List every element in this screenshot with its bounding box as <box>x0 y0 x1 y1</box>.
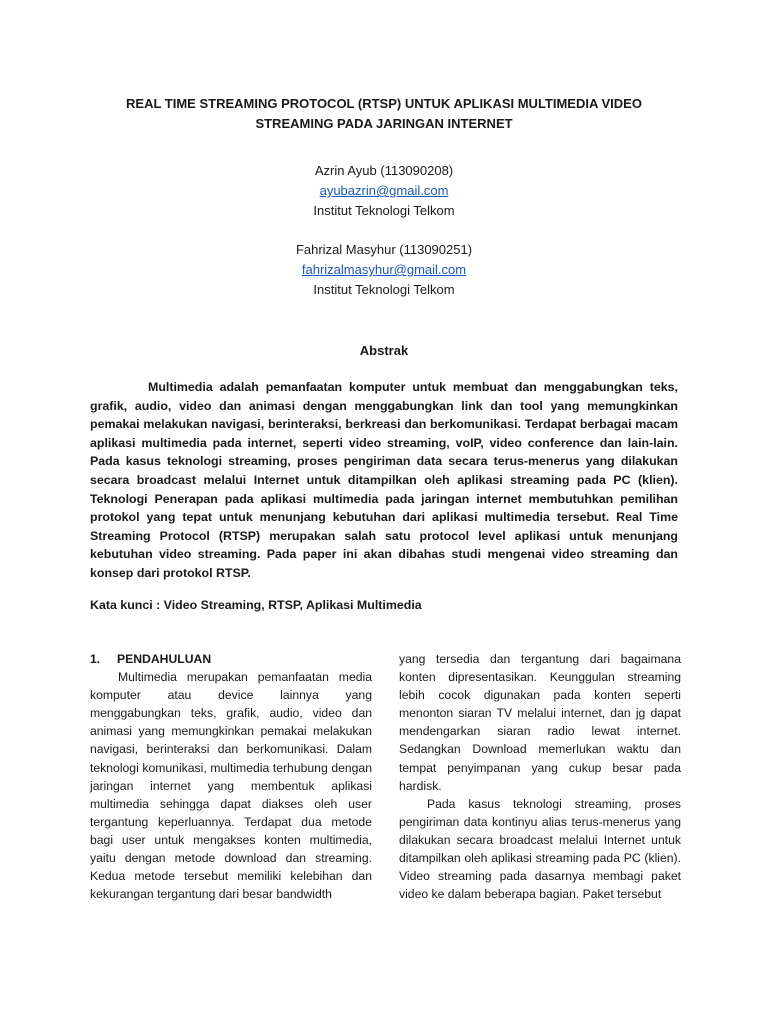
author-name: Fahrizal Masyhur (113090251) <box>295 242 473 257</box>
author-affiliation: Institut Teknologi Telkom <box>313 203 455 218</box>
abstract-heading: Abstrak <box>359 343 409 358</box>
author-email-link[interactable]: fahrizalmasyhur@gmail.com <box>301 262 467 277</box>
author-block-2 <box>184 240 584 300</box>
abstract-text: Multimedia adalah pemanfaatan komputer untuk membuat dan menggabungkan teks, grafik, audio, video dan animasi dengan menggabungkan link dan tool yang memungkinkan pemakai melakukan navigasi, berinteraksi, berkreasi dan berkomunikasi. Terdapat berbagai macam aplikasi multimedia pada internet, seperti video streaming, voIP, video conference dan lain-lain. Pada kasus teknologi streaming, proses pengiriman data secara terus-menerus yang dilakukan secara broadcast melalui Internet untuk ditampilkan oleh aplikasi streaming pada PC (klien). Teknologi Penerapan pada aplikasi multimedia pada jaringan internet membutuhkan pemilihan protokol yang tepat untuk menunjang kebutuhan dari aplikasi multimedia tersebut. Real Time Streaming Protocol (RTSP) merupakan salah satu protocol level aplikasi untuk menunjang kebutuhan video streaming. Pada paper ini akan dibahas studi mengenai video streaming dan konsep dari protokol RTSP. <box>90 380 678 580</box>
body-paragraph: Pada kasus teknologi streaming, proses pengiriman data kontinyu alias terus-menerus yang dilakukan secara broadcast melalui Internet untuk ditampilkan oleh aplikasi streaming pada PC (klien). Video streaming pada dasarnya membagi paket video ke dalam beberapa bagian. Paket tersebut <box>399 796 681 902</box>
section-heading <box>90 650 372 668</box>
section-number: 1. <box>90 652 101 666</box>
right-column <box>399 650 681 903</box>
author-affiliation: Institut Teknologi Telkom <box>313 282 455 297</box>
author-email-link[interactable]: ayubazrin@gmail.com <box>319 183 449 198</box>
paper-title: REAL TIME STREAMING PROTOCOL (RTSP) UNTUK APLIKASI MULTIMEDIA VIDEO STREAMING PADA JARINGAN INTERNET <box>126 96 642 131</box>
author-name: Azrin Ayub (113090208) <box>314 163 454 178</box>
author-block-1 <box>184 161 584 221</box>
body-paragraph: yang tersedia dan tergantung dari bagaimana konten dipresentasikan. Keunggulan streaming lebih cocok digunakan pada konten seperti menonton siaran TV melalui internet, dan jg dapat mendengarkan siaran radio lewat internet. Sedangkan Download memerlukan waktu dan tempat penyimpanan yang cukup besar pada hardisk. <box>399 652 681 793</box>
left-column <box>90 650 372 903</box>
body-paragraph: Multimedia merupakan pemanfaatan media komputer atau device lainnya yang menggabungkan teks, grafik, audio, video dan animasi yang memungkinkan pemakai melakukan navigasi, berinteraksi dan berkomunikasi. Dalam teknologi komunikasi, multimedia terhubung dengan jaringan internet yang membentuk aplikasi multimedia sehingga dapat diakses oleh user tergantung keperluannya. Terdapat dua metode bagi user untuk mengakses konten multimedia, yaitu dengan metode download dan streaming. Kedua metode tersebut memiliki kelebihan dan kekurangan tergantung dari besar bandwidth <box>90 670 372 902</box>
keywords: Kata kunci : Video Streaming, RTSP, Aplikasi Multimedia <box>90 598 422 612</box>
section-title: PENDAHULUAN <box>117 652 212 666</box>
